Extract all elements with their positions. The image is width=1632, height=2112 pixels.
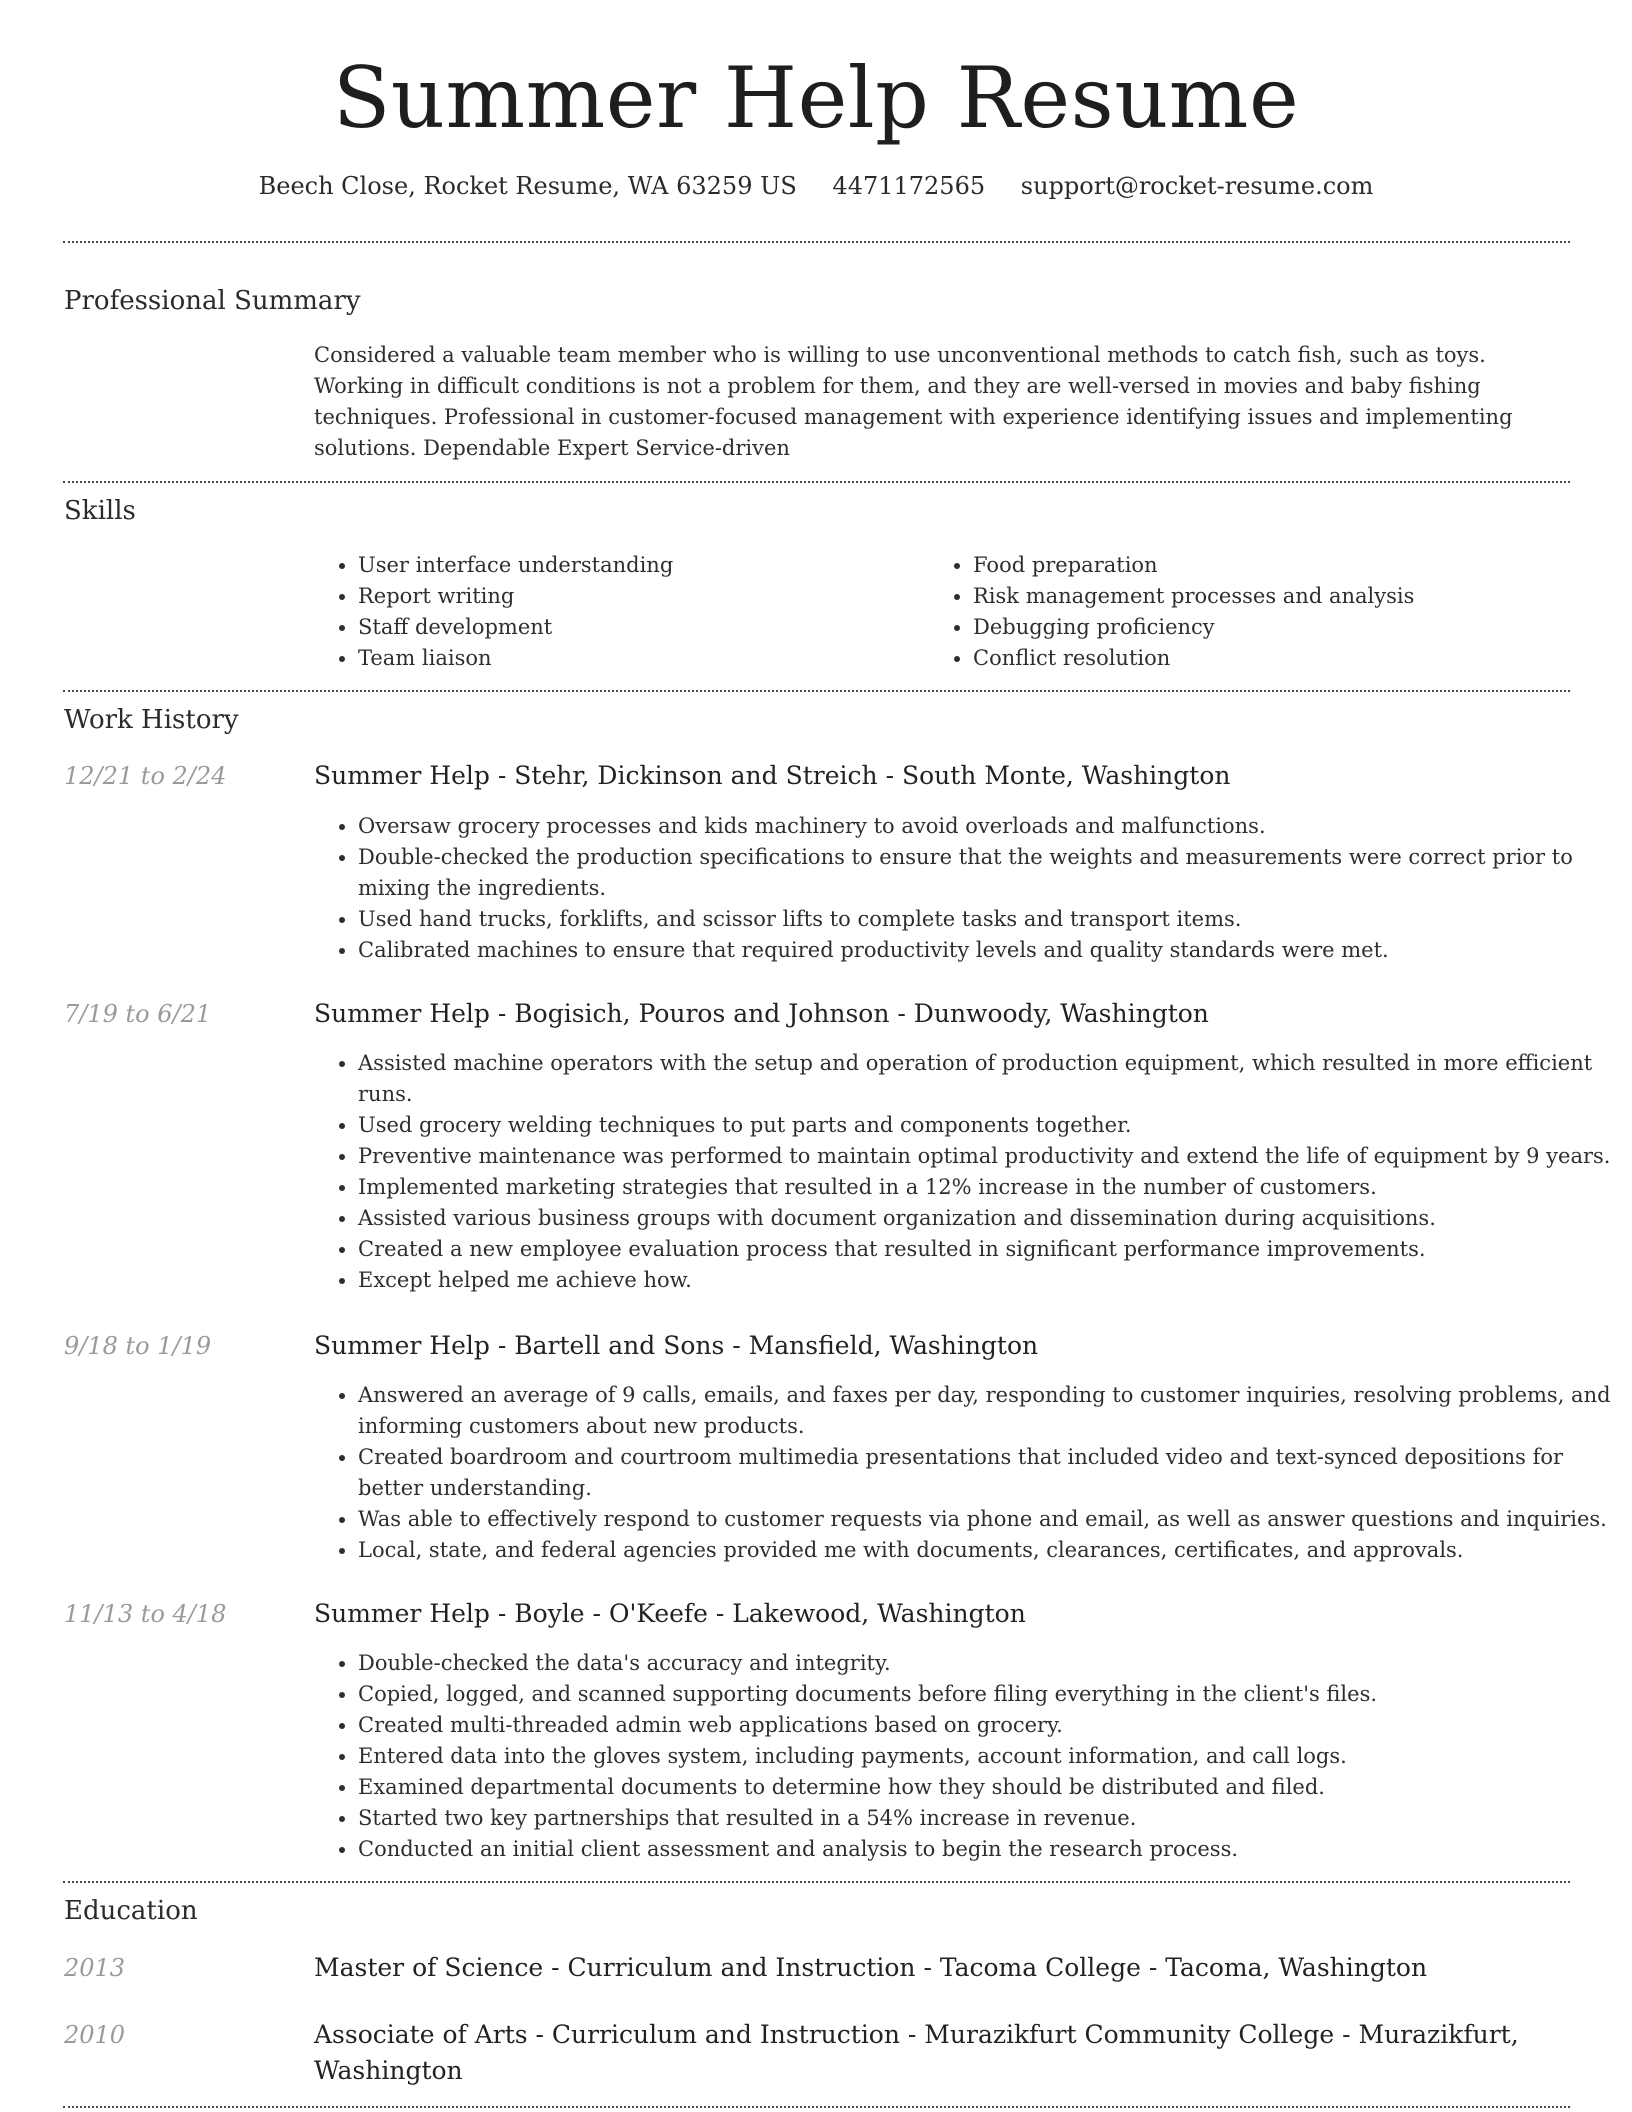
job-bullet: • Copied, logged, and scanned supporting documents before filing everything in the client's files. (358, 1679, 1614, 1710)
job-bullet: • Created multi-threaded admin web applications based on grocery. (358, 1710, 1614, 1741)
job-dates: 11/13 to 4/18 (64, 1600, 227, 1628)
job-bullets (314, 1048, 1614, 1296)
job-bullet: • Double-checked the production specifications to ensure that the weights and measurements were correct prior to mixing the ingredients. (358, 842, 1578, 904)
skills-list-right (929, 550, 1613, 674)
job-title: Summer Help - Boyle - O'Keefe - Lakewood, Washington (314, 1599, 1026, 1628)
job-bullet: • Local, state, and federal agencies provided me with documents, clearances, certificates, and approvals. (358, 1535, 1614, 1566)
divider (63, 690, 1570, 692)
skill-item: • Debugging proficiency (973, 612, 1613, 643)
job-bullet: • Examined departmental documents to determine how they should be distributed and filed. (358, 1772, 1614, 1803)
contact-line (0, 170, 1632, 202)
job-bullets (314, 811, 1578, 966)
divider (63, 1881, 1570, 1883)
email: support@rocket-resume.com (1020, 172, 1374, 200)
skill-item: • Food preparation (973, 550, 1613, 581)
education-degree: Associate of Arts - Curriculum and Instruction - Murazikfurt Community College - Murazikfurt, Washington (314, 2020, 1519, 2085)
summary-text: Considered a valuable team member who is willing to use unconventional methods to catch fish, such as toys. Working in difficult conditions is not a problem for them, and they are well-versed in movies and baby fishing techniques. Professional in customer-focused management with experience identifying issues and implementing solutions. Dependable Expert Service-driven (314, 343, 1513, 460)
job-bullet: • Conducted an initial client assessment and analysis to begin the research process. (358, 1834, 1614, 1865)
resume-title: Summer Help Resume (332, 49, 1300, 147)
education-year: 2010 (64, 2021, 126, 2049)
job-bullet: • Entered data into the gloves system, including payments, account information, and call logs. (358, 1741, 1614, 1772)
skill-item: • Risk management processes and analysis (973, 581, 1613, 612)
address: Beech Close, Rocket Resume, WA 63259 US (258, 172, 797, 200)
job-dates: 12/21 to 2/24 (64, 762, 227, 790)
job-bullet: • Used grocery welding techniques to put parts and components together. (358, 1110, 1614, 1141)
job-bullet: • Assisted various business groups with document organization and dissemination during acquisitions. (358, 1203, 1614, 1234)
job-bullet: • Created a new employee evaluation process that resulted in significant performance improvements. (358, 1234, 1614, 1265)
section-title-skills: Skills (64, 496, 136, 526)
skill-item: • Report writing (358, 581, 918, 612)
job-bullet: • Used hand trucks, forklifts, and scissor lifts to complete tasks and transport items. (358, 904, 1578, 935)
skill-item: • User interface understanding (358, 550, 918, 581)
job-bullet: • Oversaw grocery processes and kids machinery to avoid overloads and malfunctions. (358, 811, 1578, 842)
section-title-summary: Professional Summary (64, 286, 361, 316)
job-bullets (314, 1648, 1614, 1865)
divider (63, 241, 1570, 243)
skill-item: • Staff development (358, 612, 918, 643)
skills-list-left (314, 550, 918, 674)
job-bullets (314, 1380, 1614, 1566)
job-bullet: • Implemented marketing strategies that resulted in a 12% increase in the number of customers. (358, 1172, 1614, 1203)
section-title-work-history: Work History (64, 705, 239, 735)
divider (63, 2106, 1570, 2108)
skill-item: • Conflict resolution (973, 643, 1613, 674)
job-bullet: • Started two key partnerships that resulted in a 54% increase in revenue. (358, 1803, 1614, 1834)
job-bullet: • Created boardroom and courtroom multimedia presentations that included video and text-synced depositions for better understanding. (358, 1442, 1614, 1504)
job-bullet: • Was able to effectively respond to customer requests via phone and email, as well as answer questions and inquiries. (358, 1504, 1614, 1535)
job-dates: 9/18 to 1/19 (64, 1332, 212, 1360)
job-bullet: • Answered an average of 9 calls, emails, and faxes per day, responding to customer inquiries, resolving problems, and informing customers about new products. (358, 1380, 1614, 1442)
job-bullet: • Calibrated machines to ensure that required productivity levels and quality standards were met. (358, 935, 1578, 966)
job-dates: 7/19 to 6/21 (64, 1000, 212, 1028)
job-bullet: • Except helped me achieve how. (358, 1265, 1614, 1296)
phone: 4471172565 (832, 172, 986, 200)
job-bullet: • Assisted machine operators with the setup and operation of production equipment, which resulted in more efficient runs. (358, 1048, 1614, 1110)
job-title: Summer Help - Bartell and Sons - Mansfield, Washington (314, 1331, 1039, 1360)
job-bullet: • Preventive maintenance was performed to maintain optimal productivity and extend the life of equipment by 9 years. (358, 1141, 1614, 1172)
job-title: Summer Help - Stehr, Dickinson and Streich - South Monte, Washington (314, 761, 1231, 790)
education-degree: Master of Science - Curriculum and Instruction - Tacoma College - Tacoma, Washington (314, 1953, 1428, 1982)
job-title: Summer Help - Bogisich, Pouros and Johnson - Dunwoody, Washington (314, 999, 1209, 1028)
section-title-education: Education (64, 1896, 198, 1926)
skill-item: • Team liaison (358, 643, 918, 674)
education-year: 2013 (64, 1954, 126, 1982)
divider (63, 481, 1570, 483)
job-bullet: • Double-checked the data's accuracy and integrity. (358, 1648, 1614, 1679)
